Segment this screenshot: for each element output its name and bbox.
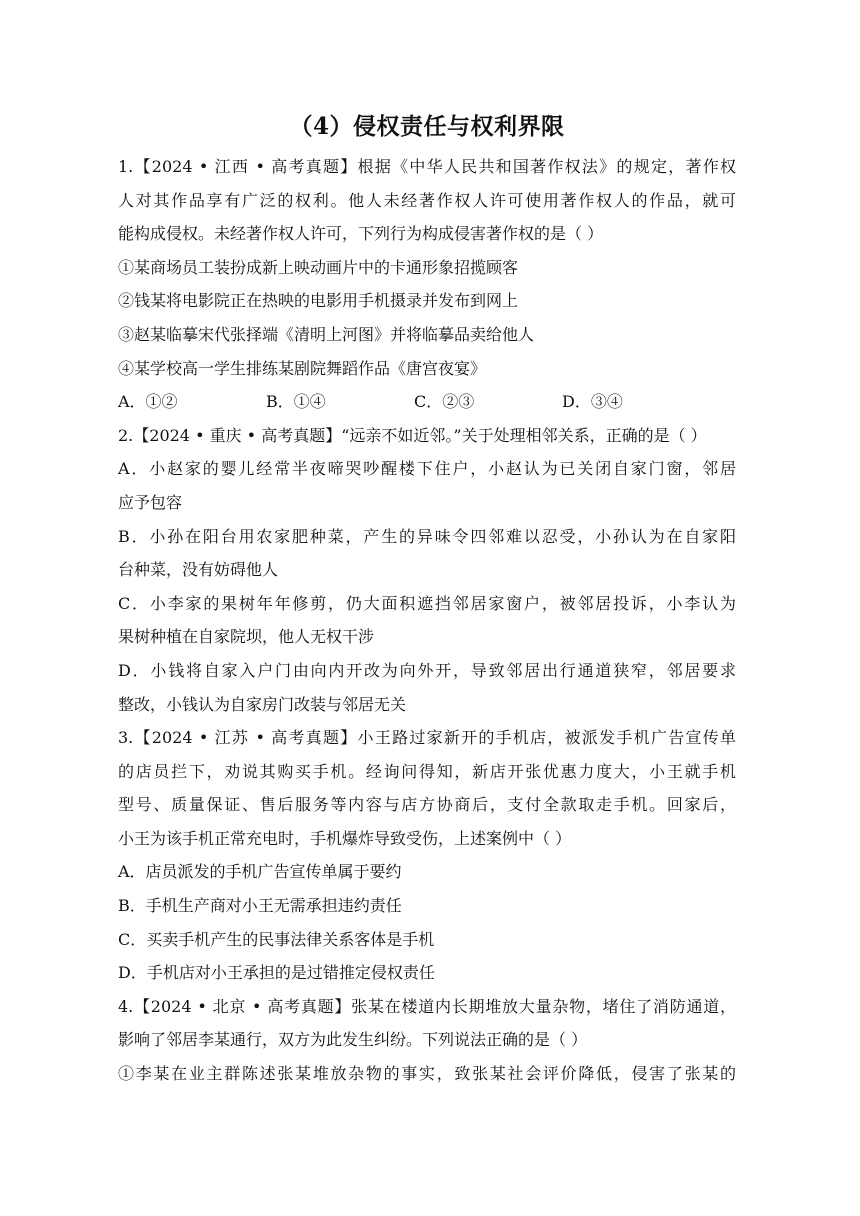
page-title: （4）侵权责任与权利界限 (289, 113, 565, 140)
statement-item: ③赵某临摹宋代张择端《清明上河图》并将临摹品卖给他人 (118, 324, 535, 344)
question-stem-line: 3.【2024 • 江苏 • 高考真题】小王路过家新开的手机店，被派发手机广告宣传单 (118, 728, 736, 748)
document-page (118, 108, 736, 1091)
option-c: C．②③ (414, 392, 475, 412)
choice-b-line: 台种菜，没有妨碍他人 (118, 560, 279, 580)
choice-a-line: A．小赵家的婴儿经常半夜啼哭吵醒楼下住户，小赵认为已关闭自家门窗，邻居 (118, 459, 736, 479)
answer-options (118, 385, 736, 419)
question-stem-line: 人对其作品享有广泛的权利。他人未经著作权人许可使用著作权人的作品，就可 (118, 190, 736, 210)
choice-a-line: A．店员派发的手机广告宣传单属于要约 (118, 862, 402, 882)
choice-c-line: C．小李家的果树年年修剪，仍大面积遮挡邻居家窗户，被邻居投诉，小李认为 (118, 593, 736, 613)
question-stem-line: 影响了邻居李某通行，双方为此发生纠纷。下列说法正确的是（ ） (118, 1030, 588, 1050)
question-2 (118, 419, 736, 721)
question-4 (118, 990, 736, 1091)
question-stem-line: 1.【2024 • 江西 • 高考真题】根据《中华人民共和国著作权法》的规定，著作权 (118, 157, 736, 176)
question-stem-line: 的店员拦下，劝说其购买手机。经询问得知，新店开张优惠力度大，小王就手机 (118, 761, 736, 781)
option-d: D．③④ (562, 392, 623, 412)
choice-a-line: 应予包容 (118, 492, 183, 512)
question-stem-line: 能构成侵权。未经著作权人许可，下列行为构成侵害著作权的是（ ） (118, 224, 604, 244)
question-stem-line: 4.【2024 • 北京 • 高考真题】张某在楼道内长期堆放大量杂物，堵住了消防通道， (118, 996, 736, 1016)
question-1 (118, 150, 736, 419)
choice-d-line: D．手机店对小王承担的是过错推定侵权责任 (118, 963, 435, 983)
question-stem-line: 2.【2024 • 重庆 • 高考真题】“远亲不如近邻。”关于处理相邻关系，正确的是（ ） (118, 425, 707, 445)
statement-item: ④某学校高一学生排练某剧院舞蹈作品《唐宫夜宴》 (118, 358, 487, 378)
choice-b-line: B．小孙在阳台用农家肥种菜，产生的异味令四邻难以忍受，小孙认为在自家阳 (118, 526, 736, 546)
choice-c-line: C．买卖手机产生的民事法律关系客体是手机 (118, 929, 435, 949)
question-3 (118, 721, 736, 990)
statement-item: ②钱某将电影院正在热映的电影用手机摄录并发布到网上 (118, 291, 519, 311)
choice-b-line: B．手机生产商对小王无需承担违约责任 (118, 896, 402, 916)
question-stem-line: 小王为该手机正常充电时，手机爆炸导致受伤，上述案例中（ ） (118, 828, 572, 848)
statement-item: ①李某在业主群陈述张某堆放杂物的事实，致张某社会评价降低，侵害了张某的 (118, 1064, 736, 1084)
choice-d-line: D．小钱将自家入户门由向内开改为向外开，导致邻居出行通道狭窄，邻居要求 (118, 660, 736, 680)
option-b: B．①④ (266, 392, 326, 412)
choice-c-line: 果树种植在自家院坝，他人无权干涉 (118, 627, 375, 647)
statement-item: ①某商场员工装扮成新上映动画片中的卡通形象招揽顾客 (118, 257, 519, 277)
question-stem-line: 型号、质量保证、售后服务等内容与店方协商后，支付全款取走手机。回家后， (118, 795, 736, 815)
choice-d-line: 整改，小钱认为自家房门改装与邻居无关 (118, 694, 407, 714)
option-a: A．①② (118, 392, 178, 412)
